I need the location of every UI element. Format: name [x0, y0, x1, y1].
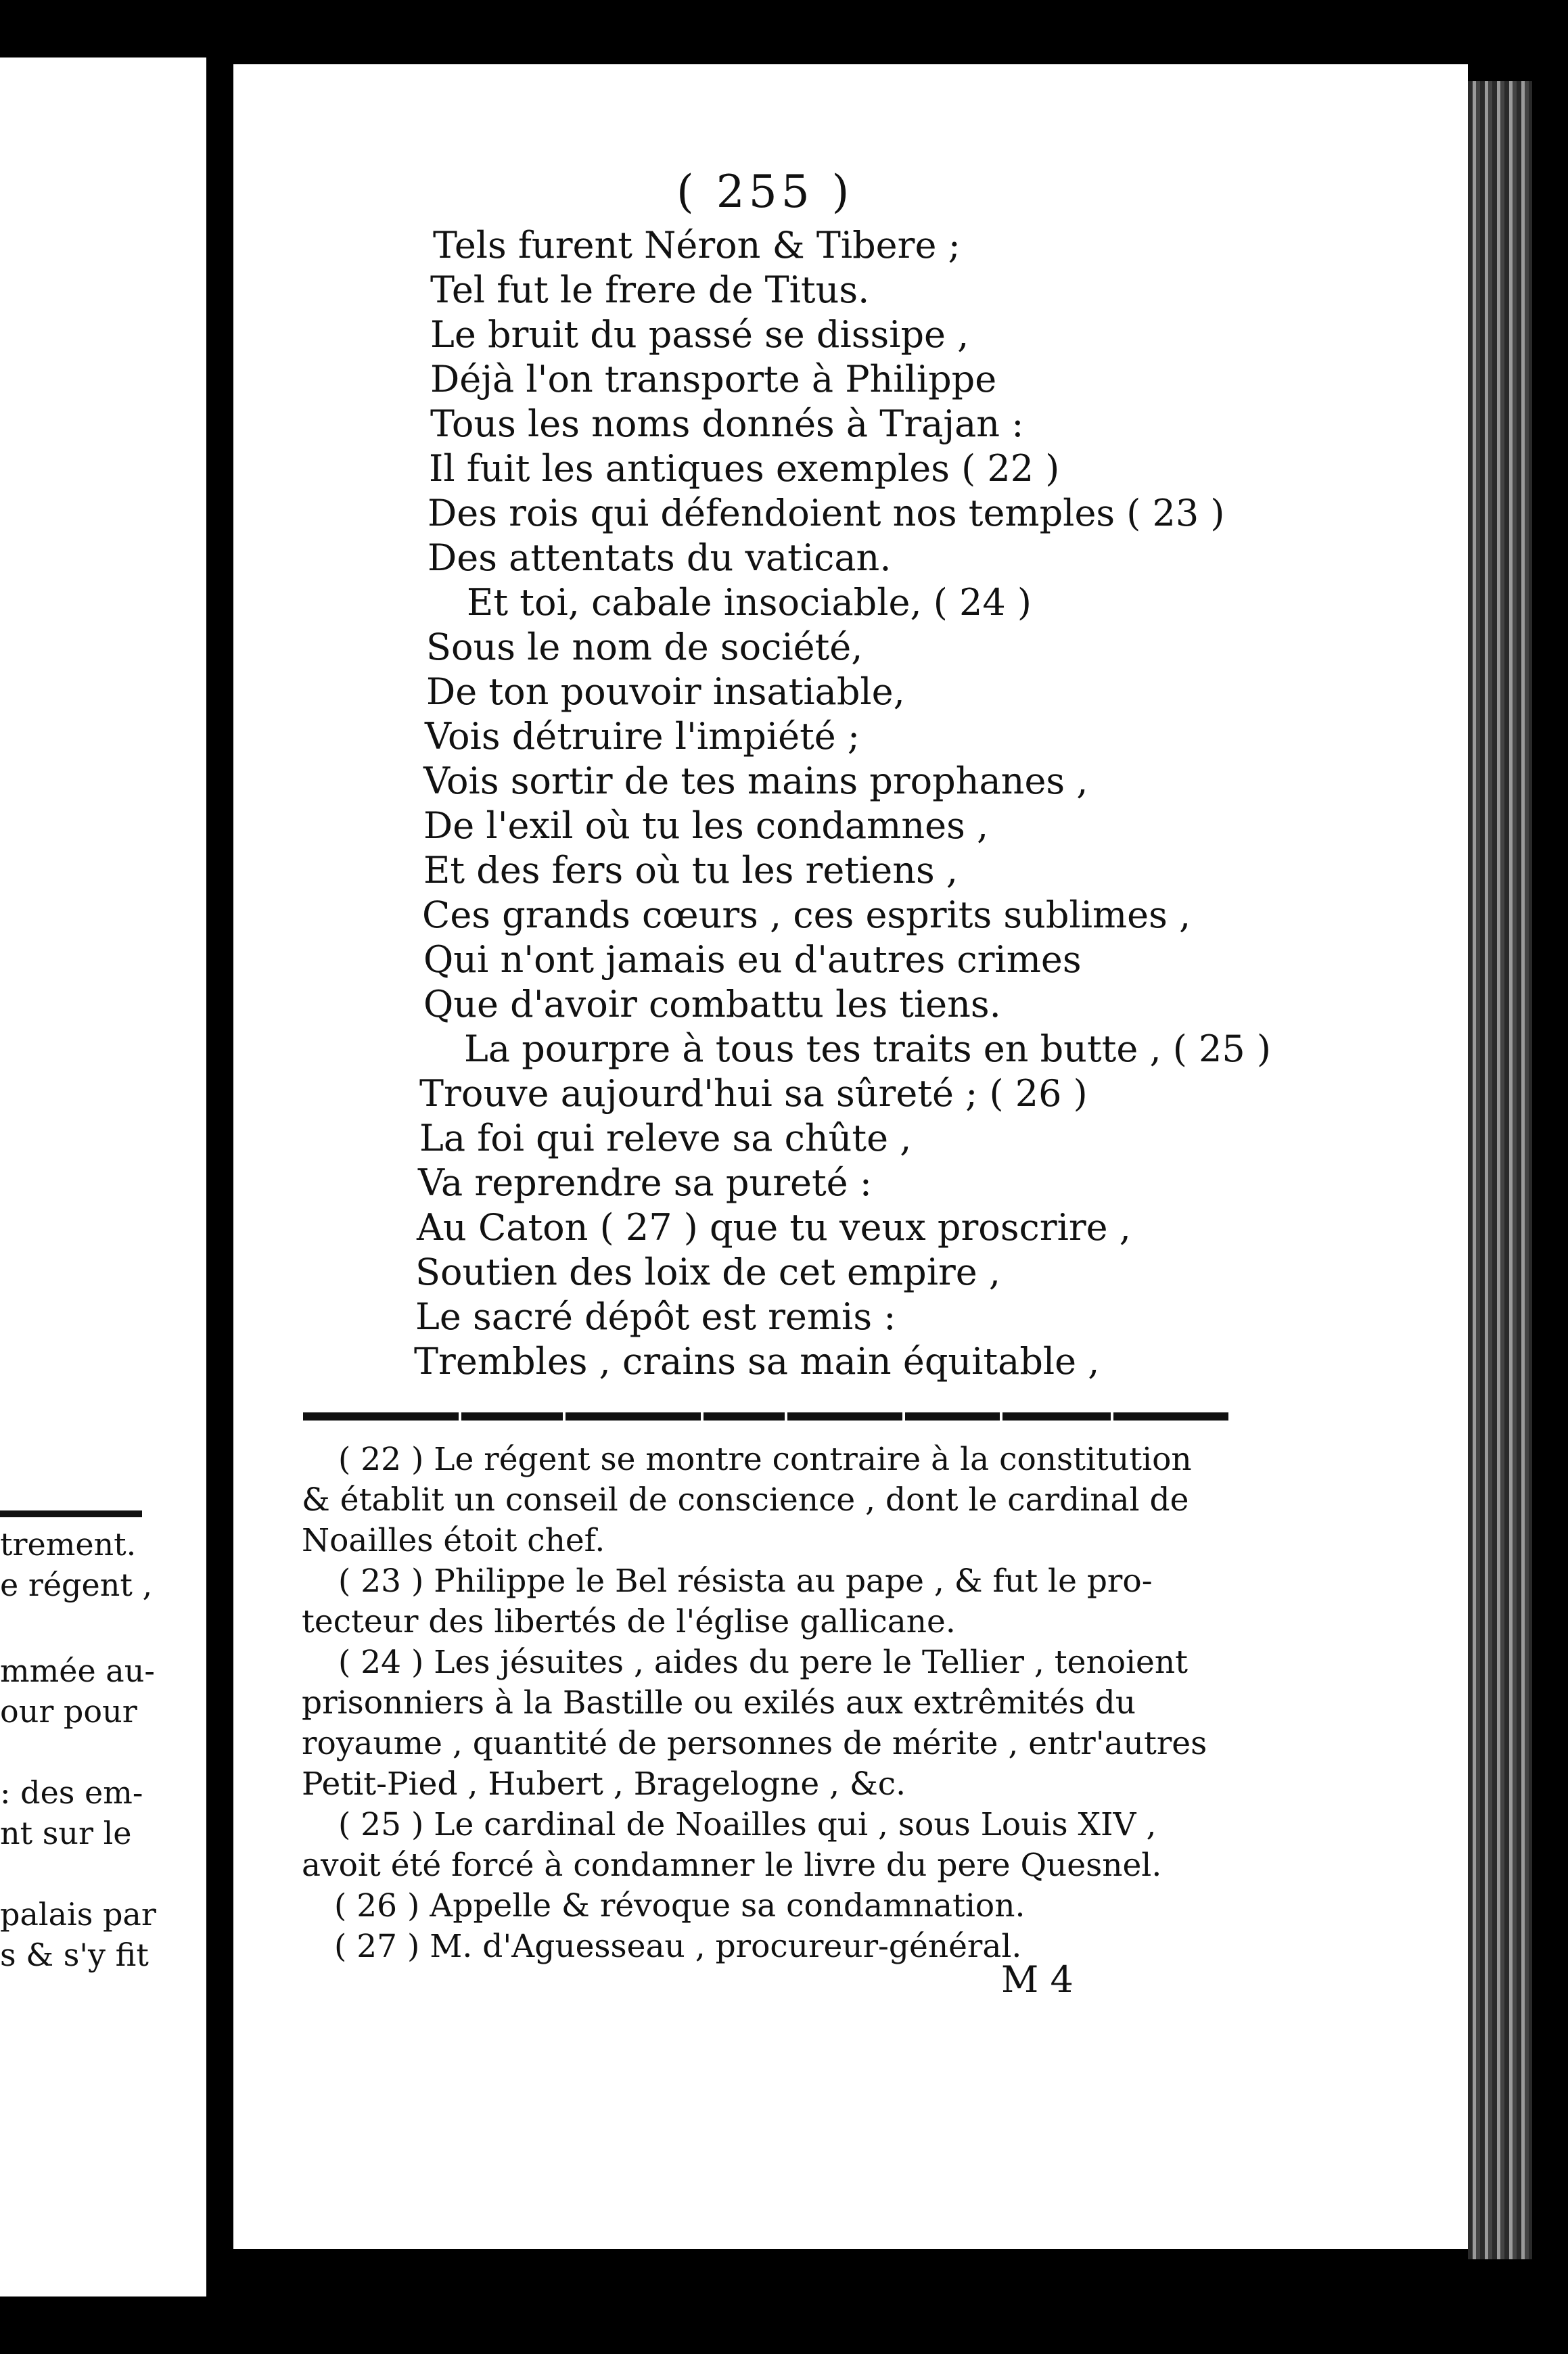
verse-line: Des attentats du vatican.	[428, 536, 892, 579]
verse-line: Tel fut le frere de Titus.	[430, 269, 870, 311]
left-fragment: e régent ,	[0, 1567, 153, 1603]
verse-line: De ton pouvoir insatiable,	[426, 670, 905, 713]
verse-line: Déjà l'on transporte à Philippe	[430, 358, 997, 400]
left-fragment: our pour	[0, 1693, 137, 1730]
verse-line: Le bruit du passé se dissipe ,	[430, 313, 969, 356]
verse-line: Au Caton ( 27 ) que tu veux proscrire ,	[417, 1206, 1131, 1249]
verse-line: Va reprendre sa pureté :	[418, 1161, 872, 1204]
verse-line: De l'exil où tu les condamnes ,	[423, 804, 989, 847]
footnote-separator-rule	[303, 1412, 1242, 1421]
left-fragment: s & s'y fit	[0, 1937, 149, 1973]
verse-line: Ces grands cœurs , ces esprits sublimes ,	[422, 894, 1191, 936]
verse-line: Trouve aujourd'hui sa sûreté ; ( 26 )	[419, 1072, 1088, 1115]
footnote-line: & établit un conseil de conscience , dont le cardinal de	[302, 1481, 1189, 1519]
verse-line: Des rois qui défendoient nos temples ( 23 )	[428, 492, 1225, 534]
footnote-line: Petit-Pied , Hubert , Bragelogne , &c.	[302, 1766, 906, 1803]
footnote-line: Noailles étoit chef.	[302, 1522, 605, 1559]
page-edges	[1468, 81, 1532, 2259]
verse-line: La foi qui releve sa chûte ,	[419, 1117, 912, 1159]
verse-line: Tels furent Néron & Tibere ;	[433, 224, 961, 267]
left-fragment: : des em-	[0, 1774, 143, 1811]
verse-line: Soutien des loix de cet empire ,	[415, 1251, 1001, 1293]
footnote-line: royaume , quantité de personnes de mérite , entr'autres	[302, 1725, 1207, 1762]
verse-line: Qui n'ont jamais eu d'autres crimes	[423, 938, 1082, 981]
footnote-line: ( 24 ) Les jésuites , aides du pere le Tellier , tenoient	[338, 1644, 1189, 1681]
left-facing-page	[0, 57, 206, 2297]
verse-line: Vois sortir de tes mains prophanes ,	[423, 760, 1088, 802]
signature-mark: M 4	[1001, 1958, 1074, 2001]
left-fragment: mmée au-	[0, 1653, 155, 1689]
verse-line: Le sacré dépôt est remis :	[415, 1295, 896, 1338]
verse-line: Et toi, cabale insociable, ( 24 )	[467, 581, 1032, 624]
footnote-line: tecteur des libertés de l'église gallicane.	[302, 1603, 956, 1640]
footnote-line: ( 23 ) Philippe le Bel résista au pape , & fut le pro-	[338, 1563, 1153, 1600]
verse-line: Sous le nom de société,	[426, 626, 863, 668]
footnote-line: ( 26 ) Appelle & révoque sa condamnation.	[334, 1887, 1025, 1924]
verse-line: La pourpre à tous tes traits en butte , ( 25 )	[464, 1028, 1271, 1070]
verse-line: Vois détruire l'impiété ;	[425, 715, 860, 758]
left-fragment: trement.	[0, 1526, 137, 1563]
footnote-line: ( 25 ) Le cardinal de Noailles qui , sous Louis XIV ,	[338, 1806, 1157, 1843]
left-fragment: nt sur le	[0, 1815, 132, 1851]
footnote-line: ( 22 ) Le régent se montre contraire à la constitution	[338, 1441, 1192, 1478]
left-page-rule	[0, 1510, 142, 1517]
footnote-line: avoit été forcé à condamner le livre du pere Quesnel.	[302, 1847, 1162, 1884]
verse-line: Que d'avoir combattu les tiens.	[423, 983, 1001, 1025]
footnote-line: prisonniers à la Bastille ou exilés aux extrêmités du	[302, 1684, 1136, 1722]
verse-line: Et des fers où tu les retiens ,	[423, 849, 959, 892]
page-number: ( 255 )	[676, 166, 854, 218]
verse-line: Tous les noms donnés à Trajan :	[430, 402, 1024, 445]
verse-line: Il fuit les antiques exemples ( 22 )	[429, 447, 1060, 490]
footnote-line: ( 27 ) M. d'Aguesseau , procureur-général.	[334, 1928, 1022, 1965]
verse-line: Trembles , crains sa main équitable ,	[414, 1340, 1100, 1383]
left-fragment: palais par	[0, 1896, 156, 1933]
